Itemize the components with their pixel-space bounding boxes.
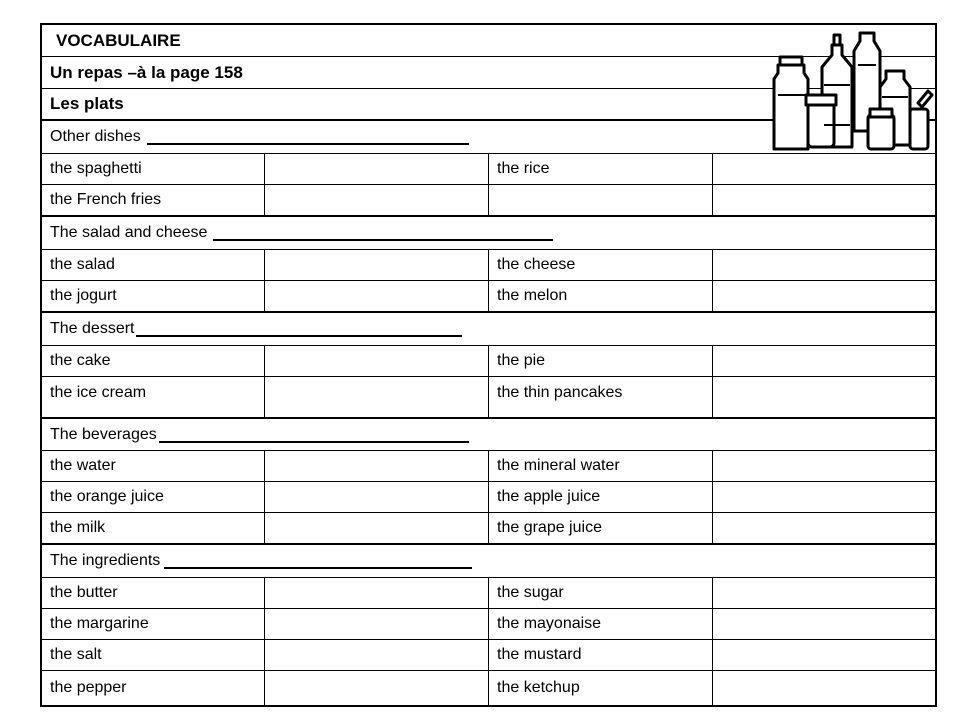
vocab-row bbox=[42, 185, 935, 217]
vocab-english-term: the spaghetti bbox=[42, 154, 265, 184]
vocab-row bbox=[42, 513, 935, 545]
vocab-row bbox=[42, 250, 935, 281]
translation-blank[interactable] bbox=[713, 671, 935, 705]
vocab-row bbox=[42, 482, 935, 513]
vocab-english-term: the mineral water bbox=[489, 451, 713, 481]
vocab-english-term: the pepper bbox=[42, 671, 265, 705]
vocab-row bbox=[42, 451, 935, 482]
vocab-english-term: the mustard bbox=[489, 640, 713, 670]
translation-blank[interactable] bbox=[713, 250, 935, 280]
food-bottles-icon bbox=[768, 25, 938, 160]
vocab-english-term: the ketchup bbox=[489, 671, 713, 705]
vocab-english-term: the milk bbox=[42, 513, 265, 543]
vocab-english-term: the water bbox=[42, 451, 265, 481]
answer-blank[interactable] bbox=[147, 129, 469, 145]
translation-blank[interactable] bbox=[713, 281, 935, 311]
vocab-english-term: the pie bbox=[489, 346, 713, 376]
translation-blank[interactable] bbox=[713, 185, 935, 215]
translation-blank[interactable] bbox=[713, 640, 935, 670]
answer-blank[interactable] bbox=[136, 321, 462, 337]
vocab-row bbox=[42, 671, 935, 705]
category-heading: Other dishes bbox=[50, 128, 141, 145]
translation-blank[interactable] bbox=[265, 377, 489, 417]
vocab-english-term: the rice bbox=[489, 154, 713, 184]
translation-blank[interactable] bbox=[713, 346, 935, 376]
translation-blank[interactable] bbox=[265, 671, 489, 705]
vocab-english-term: the orange juice bbox=[42, 482, 265, 512]
translation-blank[interactable] bbox=[713, 513, 935, 543]
vocab-english-term: the salt bbox=[42, 640, 265, 670]
vocab-english-term: the apple juice bbox=[489, 482, 713, 512]
vocab-english-term: the salad bbox=[42, 250, 265, 280]
translation-blank[interactable] bbox=[713, 377, 935, 417]
translation-blank[interactable] bbox=[713, 609, 935, 639]
vocab-english-term: the margarine bbox=[42, 609, 265, 639]
vocab-english-term: the grape juice bbox=[489, 513, 713, 543]
translation-blank[interactable] bbox=[265, 250, 489, 280]
vocab-row bbox=[42, 640, 935, 671]
vocab-english-term: the mayonaise bbox=[489, 609, 713, 639]
category-row bbox=[42, 419, 935, 451]
answer-blank[interactable] bbox=[159, 427, 469, 443]
vocabulary-sheet bbox=[40, 23, 937, 707]
vocab-english-term: the cake bbox=[42, 346, 265, 376]
vocab-english-term: the French fries bbox=[42, 185, 265, 215]
section-label: Les plats bbox=[50, 94, 124, 113]
translation-blank[interactable] bbox=[265, 185, 489, 215]
category-row bbox=[42, 217, 935, 250]
category-heading: The dessert bbox=[50, 320, 135, 337]
vocab-english-term: the melon bbox=[489, 281, 713, 311]
translation-blank[interactable] bbox=[265, 451, 489, 481]
vocab-row bbox=[42, 377, 935, 419]
vocab-english-term: the sugar bbox=[489, 578, 713, 608]
vocab-english-term: the butter bbox=[42, 578, 265, 608]
category-heading: The beverages bbox=[50, 425, 157, 443]
answer-blank[interactable] bbox=[213, 225, 553, 241]
translation-blank[interactable] bbox=[265, 482, 489, 512]
vocab-row bbox=[42, 346, 935, 377]
category-heading: The ingredients bbox=[50, 552, 161, 569]
vocab-english-term: the ice cream bbox=[42, 377, 265, 417]
vocab-english-term: the thin pancakes bbox=[489, 377, 713, 417]
translation-blank[interactable] bbox=[265, 513, 489, 543]
translation-blank[interactable] bbox=[265, 609, 489, 639]
vocab-english-term: the cheese bbox=[489, 250, 713, 280]
translation-blank[interactable] bbox=[265, 154, 489, 184]
vocab-row bbox=[42, 609, 935, 640]
translation-blank[interactable] bbox=[713, 578, 935, 608]
translation-blank[interactable] bbox=[265, 640, 489, 670]
translation-blank[interactable] bbox=[713, 451, 935, 481]
translation-blank[interactable] bbox=[265, 281, 489, 311]
category-row bbox=[42, 545, 935, 578]
category-heading: The salad and cheese bbox=[50, 224, 208, 241]
vocab-english-term bbox=[489, 185, 713, 215]
translation-blank[interactable] bbox=[713, 482, 935, 512]
sheet-title: VOCABULAIRE bbox=[56, 30, 181, 50]
sheet-subtitle: Un repas –à la page 158 bbox=[50, 62, 243, 82]
vocab-row bbox=[42, 281, 935, 313]
category-row bbox=[42, 313, 935, 346]
answer-blank[interactable] bbox=[164, 553, 472, 569]
vocab-english-term: the jogurt bbox=[42, 281, 265, 311]
translation-blank[interactable] bbox=[265, 346, 489, 376]
translation-blank[interactable] bbox=[265, 578, 489, 608]
vocab-row bbox=[42, 578, 935, 609]
